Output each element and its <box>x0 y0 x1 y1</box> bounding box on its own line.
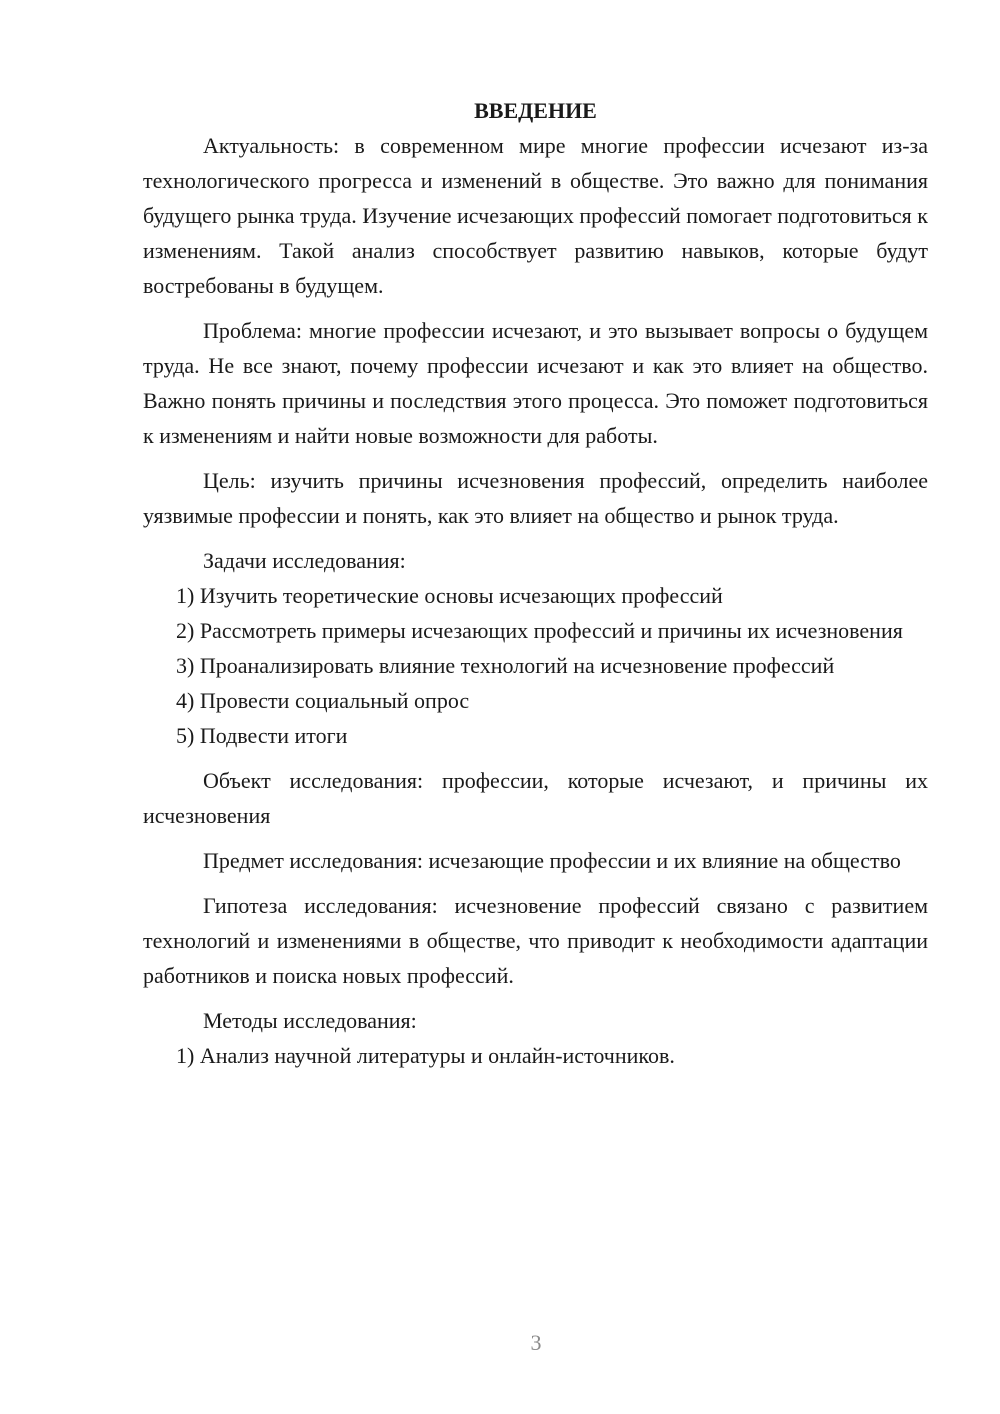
task-item-1: 1) Изучить теоретические основы исчезающих профессий <box>176 583 723 608</box>
methods-heading: Методы исследования: <box>203 1008 417 1033</box>
object-paragraph: Объект исследования: профессии, которые исчезают, и причины их исчезновения <box>143 768 928 828</box>
task-item-5: 5) Подвести итоги <box>176 723 348 748</box>
relevance-paragraph: Актуальность: в современном мире многие профессии исчезают из-за технологического прогресса и изменений в обществе. Это важно для понимания будущего рынка труда. Изучение исчезающих профессий помогает подготовиться к изменениям. Такой анализ способствует развитию навыков, которые будут востребованы в будущем. <box>143 133 928 298</box>
subject-paragraph: Предмет исследования: исчезающие профессии и их влияние на общество <box>203 848 901 873</box>
page-number: 3 <box>530 1330 542 1355</box>
task-item-2: 2) Рассмотреть примеры исчезающих профессий и причины их исчезновения <box>176 618 903 643</box>
section-title: ВВЕДЕНИЕ <box>474 98 597 123</box>
problem-paragraph: Проблема: многие профессии исчезают, и это вызывает вопросы о будущем труда. Не все знают, почему профессии исчезают и как это влияет на общество. Важно понять причины и последствия этого процесса. Это поможет подготовиться к изменениям и найти новые возможности для работы. <box>143 318 928 448</box>
method-item-1: 1) Анализ научной литературы и онлайн-источников. <box>176 1043 675 1068</box>
hypothesis-paragraph: Гипотеза исследования: исчезновение профессий связано с развитием технологий и изменениями в обществе, что приводит к необходимости адаптации работников и поиска новых профессий. <box>143 893 928 988</box>
goal-paragraph: Цель: изучить причины исчезновения профессий, определить наиболее уязвимые профессии и понять, как это влияет на общество и рынок труда. <box>143 468 928 528</box>
tasks-heading: Задачи исследования: <box>203 548 406 573</box>
task-item-4: 4) Провести социальный опрос <box>176 688 470 713</box>
task-item-3: 3) Проанализировать влияние технологий на исчезновение профессий <box>176 653 835 678</box>
page-body <box>143 93 928 1073</box>
